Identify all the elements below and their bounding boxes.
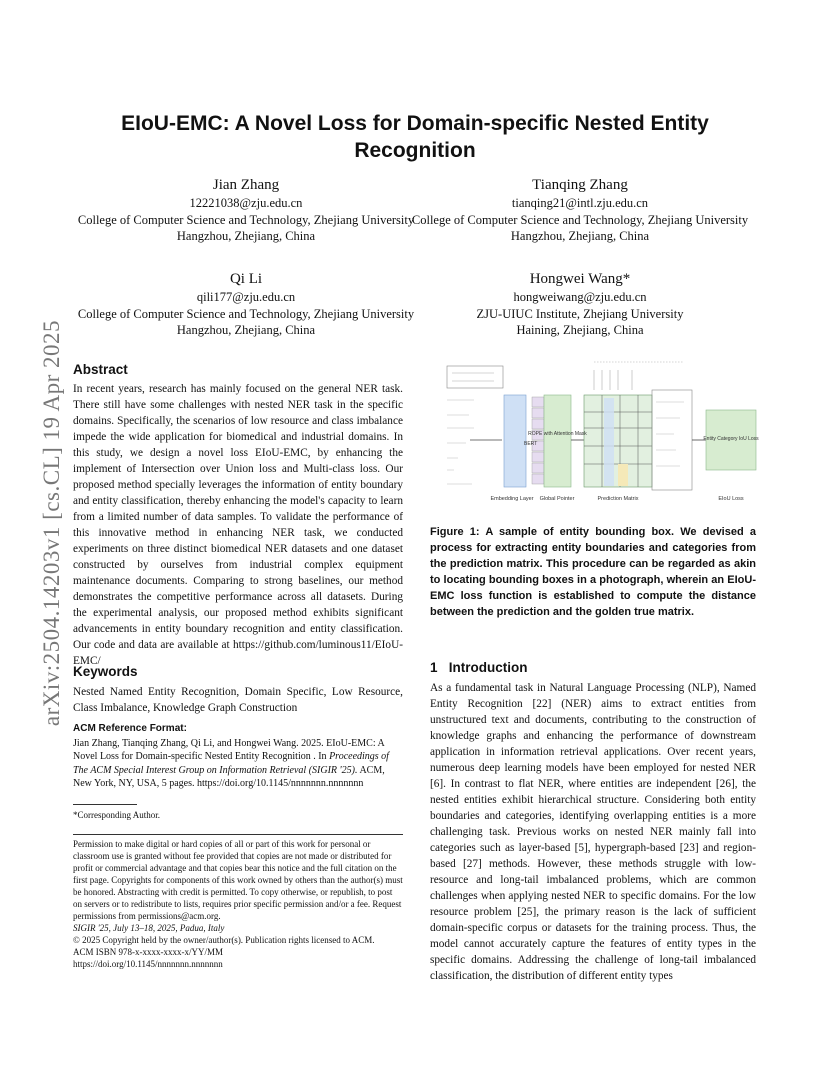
author-name: Hongwei Wang* xyxy=(529,271,631,287)
author-location: Hangzhou, Zhejiang, China xyxy=(176,323,316,337)
author-email: 12221038@zju.edu.cn xyxy=(189,196,303,210)
acm-ref-authors: Jian Zhang, Tianqing Zhang, Qi Li, and Hongwei Wang. 2025. EIoU-EMC: A Novel Loss for Domain-specific Nested Entity Recognition . In xyxy=(73,738,385,763)
copyright-line: © 2025 Copyright held by the owner/author(s). Publication rights licensed to ACM. xyxy=(73,935,375,945)
author-affiliation: College of Computer Science and Technology, Zhejiang University xyxy=(411,212,749,227)
author-location: Hangzhou, Zhejiang, China xyxy=(176,229,316,243)
author-block-3 xyxy=(76,270,416,339)
abstract-text: In recent years, research has mainly focused on the general NER task. There still have some challenges with nested NER task in the specific domains. Specifically, the scenarios of low resource and class imbalance impede the wide application for biomedical and industrial domains. In this study, we design a novel loss EIoU-EMC, by enhancing the implement of Intersection over Union loss and Multi-class loss. Our proposed method specially leverages the information of entity boundary and entity classification, thereby enhancing the model's capacity to learn from a limited number of data samples. To validate the performance of this innovative method in enhancing NER task, we conducted experiments on three distinct biomedical NER datasets and one dataset constructed by ourselves from industrial complex equipment maintenance documents. Comparing to strong baselines, our method demonstrates the competitive performance across all datasets. During the experimental analysis, our proposed method exhibits significant advancements in entity boundary recognition and entity classification. Our code and data are available at https://github.com/luminous11/EIoU-EMC/ xyxy=(73,383,403,667)
keywords-text: Nested Named Entity Recognition, Domain Specific, Low Resource, Class Imbalance, Knowledge Graph Construction xyxy=(73,686,403,714)
acm-ref-heading: ACM Reference Format: xyxy=(73,723,187,734)
figure-caption: Figure 1: A sample of entity bounding box. We devised a process for extracting entity boundaries and categories from the prediction matrix. This procedure can be regarded as akin to locating bounding boxes in a photograph, wherein an EIoU-EMC loss function is established to compute the distance between the prediction and the golden true matrix. xyxy=(430,526,756,618)
acm-ref-tail: ACM, New York, NY, USA, 5 pages. https://doi.org/10.1145/nnnnnnn.nnnnnnn xyxy=(73,764,385,789)
footnote-rule xyxy=(73,804,137,805)
acm-ref-venue: Proceedings of The ACM Special Interest Group on Information Retrieval (SIGIR '25). xyxy=(73,751,389,776)
doi-line: https://doi.org/10.1145/nnnnnnn.nnnnnnn xyxy=(73,959,223,969)
author-affiliation: College of Computer Science and Technology, Zhejiang University xyxy=(77,306,415,321)
embedding-label: Embedding Layer xyxy=(490,496,534,502)
author-block-2 xyxy=(410,176,750,245)
venue-line: SIGIR '25, July 13–18, 2025, Padua, Italy xyxy=(73,923,225,933)
bert-label: BERT xyxy=(524,441,538,447)
author-email: tianqing21@intl.zju.edu.cn xyxy=(511,196,649,210)
global-pointer-label: Global Pointer xyxy=(539,496,575,502)
paper-title: EIoU-EMC: A Novel Loss for Domain-specific Nested Entity Recognition xyxy=(121,112,709,162)
author-block-4 xyxy=(410,270,750,339)
permission-notice xyxy=(73,838,403,970)
corresponding-footnote: *Corresponding Author. xyxy=(73,810,160,820)
author-name: Tianqing Zhang xyxy=(532,177,628,193)
author-email: hongweiwang@zju.edu.cn xyxy=(513,290,647,304)
eiou-loss-label: EIoU Loss xyxy=(718,496,744,502)
author-name: Jian Zhang xyxy=(212,177,280,193)
author-affiliation: College of Computer Science and Technology, Zhejiang University xyxy=(77,212,415,227)
figure-diagram xyxy=(444,360,784,510)
keywords-heading: Keywords xyxy=(73,664,138,679)
rope-label: ROPE with Attention Mask xyxy=(528,431,587,437)
isbn-line: ACM ISBN 978-x-xxxx-xxxx-x/YY/MM xyxy=(73,947,224,957)
author-block-1 xyxy=(76,176,416,245)
author-name: Qi Li xyxy=(229,271,263,287)
permission-rule xyxy=(73,834,403,835)
entity-loss-label: Entity Category IoU Loss xyxy=(703,436,759,442)
intro-heading xyxy=(430,660,528,675)
acm-reference xyxy=(73,737,403,790)
prediction-matrix-label: Prediction Matrix xyxy=(597,496,639,502)
intro-heading-number: 1 xyxy=(430,660,438,675)
author-affiliation: ZJU-UIUC Institute, Zhejiang University xyxy=(476,306,684,321)
intro-text: As a fundamental task in Natural Language Processing (NLP), Named Entity Recognition [22] (NER) aims to extract entities from unstructured text and documents, contributing to the construction of knowledge graphs and enhancing the performance of downstream application in information retrieval applications. Over recent years, numerous deep learning models have been employed for nested NER [6]. In contrast to flat NER, where entities are independent [26], the nested entities exhibit hierarchical structure. Considering both entity boundaries and categories, identifying overlapping entities is a more challenging task. Previous works on nested NER mainly fall into categories such as layer-based [5], hypergraph-based [23] and region-based [27] methods. However, these methods struggle with low-resource and long-tail imbalanced problems, which are common challenges when applying nested NER to specific domains. For the low resource problem [25], the primary reason is the lack of sufficient domain-specific corpus or datasets for the training process. Thus, the model cannot accurately capture the features of entity types in the specific domains. Addressing the challenge of long-tail imbalanced classification, the distribution of different entity types xyxy=(430,682,756,982)
permission-text: Permission to make digital or hard copies of all or part of this work for personal or classroom use is granted without fee provided that copies are not made or distributed for profit or commercial advantage and that copies bear this notice and the full citation on the first page. Copyrights for components of this work owned by others than the author(s) must be honored. Abstracting with credit is permitted. To copy otherwise, or republish, to post on servers or to redistribute to lists, requires prior specific permission and/or a fee. Request permissions from permissions@acm.org. xyxy=(73,839,403,921)
abstract-heading: Abstract xyxy=(73,362,128,377)
intro-heading-text: Introduction xyxy=(448,660,528,675)
author-email: qili177@zju.edu.cn xyxy=(196,290,296,304)
arxiv-stamp: arXiv:2504.14203v1 [cs.CL] 19 Apr 2025 xyxy=(39,319,64,727)
author-location: Haining, Zhejiang, China xyxy=(516,323,644,337)
author-location: Hangzhou, Zhejiang, China xyxy=(510,229,650,243)
